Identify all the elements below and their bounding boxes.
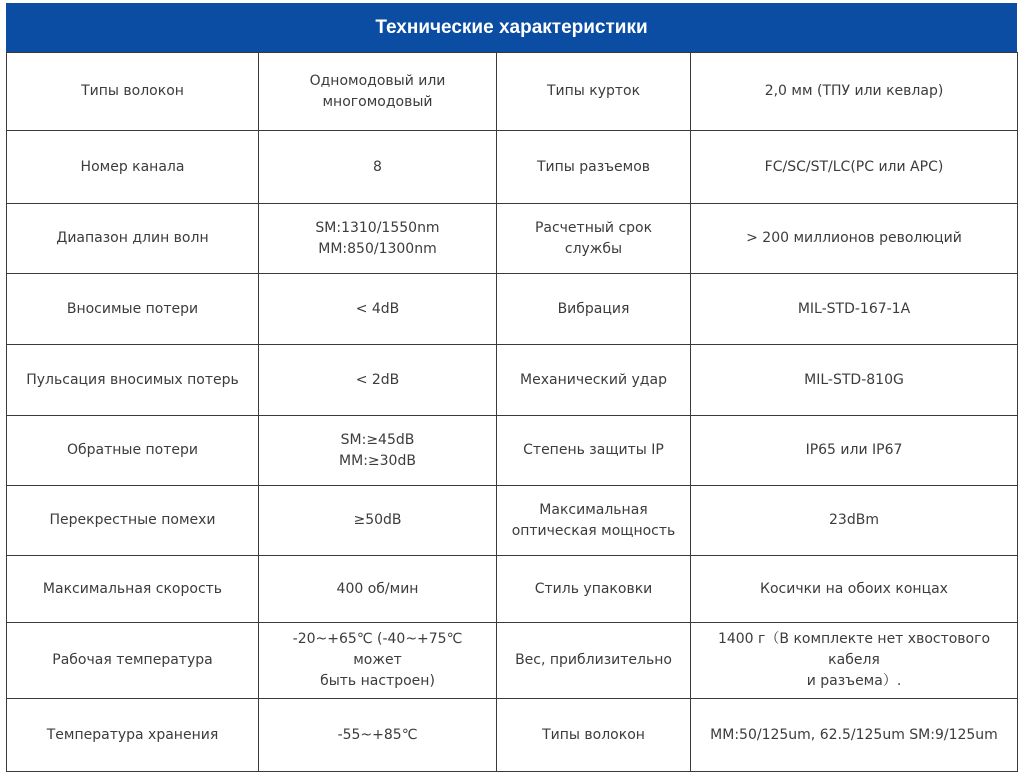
row-label-right: Вибрация [497, 274, 691, 345]
row-value-left: ≥50dB [259, 486, 497, 556]
table-row [7, 131, 1018, 204]
row-value-right: MIL-STD-810G [691, 345, 1018, 416]
row-value-right: MIL-STD-167-1A [691, 274, 1018, 345]
table-row [7, 623, 1018, 699]
row-value-left: 400 об/мин [259, 556, 497, 623]
row-label-right: Типы разъемов [497, 131, 691, 204]
row-label-right: Стиль упаковки [497, 556, 691, 623]
row-label-right: Вес, приблизительно [497, 623, 691, 699]
row-value-left: < 4dB [259, 274, 497, 345]
table-row [7, 486, 1018, 556]
row-value-right: Косички на обоих концах [691, 556, 1018, 623]
row-label-left: Типы волокон [7, 53, 259, 131]
row-label-right: Типы волокон [497, 699, 691, 772]
spec-table [6, 52, 1018, 772]
row-label-left: Диапазон длин волн [7, 204, 259, 274]
row-value-left: SM:≥45dB MM:≥30dB [259, 416, 497, 486]
row-value-right: > 200 миллионов революций [691, 204, 1018, 274]
row-value-left: -55~+85℃ [259, 699, 497, 772]
table-row [7, 345, 1018, 416]
row-value-right: 2,0 мм (ТПУ или кевлар) [691, 53, 1018, 131]
row-value-left: 8 [259, 131, 497, 204]
table-row [7, 274, 1018, 345]
row-label-left: Обратные потери [7, 416, 259, 486]
row-label-left: Температура хранения [7, 699, 259, 772]
row-value-right: FC/SC/ST/LC(PC или APC) [691, 131, 1018, 204]
table-row [7, 204, 1018, 274]
table-title: Технические характеристики [6, 3, 1017, 52]
spec-table-body [7, 53, 1018, 772]
row-value-right: IP65 или IP67 [691, 416, 1018, 486]
row-value-left: SM:1310/1550nm MM:850/1300nm [259, 204, 497, 274]
table-row [7, 556, 1018, 623]
row-label-right: Механический удар [497, 345, 691, 416]
row-label-left: Рабочая температура [7, 623, 259, 699]
row-value-left: < 2dB [259, 345, 497, 416]
row-value-right: MM:50/125um, 62.5/125um SM:9/125um [691, 699, 1018, 772]
row-label-left: Максимальная скорость [7, 556, 259, 623]
row-value-right: 1400 г（В комплекте нет хвостового кабеля и разъема）. [691, 623, 1018, 699]
row-label-left: Пульсация вносимых потерь [7, 345, 259, 416]
row-label-right: Степень защиты IP [497, 416, 691, 486]
table-row [7, 699, 1018, 772]
row-label-right: Типы курток [497, 53, 691, 131]
spec-panel [6, 3, 1017, 772]
row-label-right: Расчетный срок службы [497, 204, 691, 274]
row-value-right: 23dBm [691, 486, 1018, 556]
row-value-left: -20~+65℃ (-40~+75℃ может быть настроен) [259, 623, 497, 699]
row-value-left: Одномодовый или многомодовый [259, 53, 497, 131]
row-label-left: Вносимые потери [7, 274, 259, 345]
row-label-right: Максимальная оптическая мощность [497, 486, 691, 556]
row-label-left: Перекрестные помехи [7, 486, 259, 556]
table-row [7, 53, 1018, 131]
table-row [7, 416, 1018, 486]
row-label-left: Номер канала [7, 131, 259, 204]
